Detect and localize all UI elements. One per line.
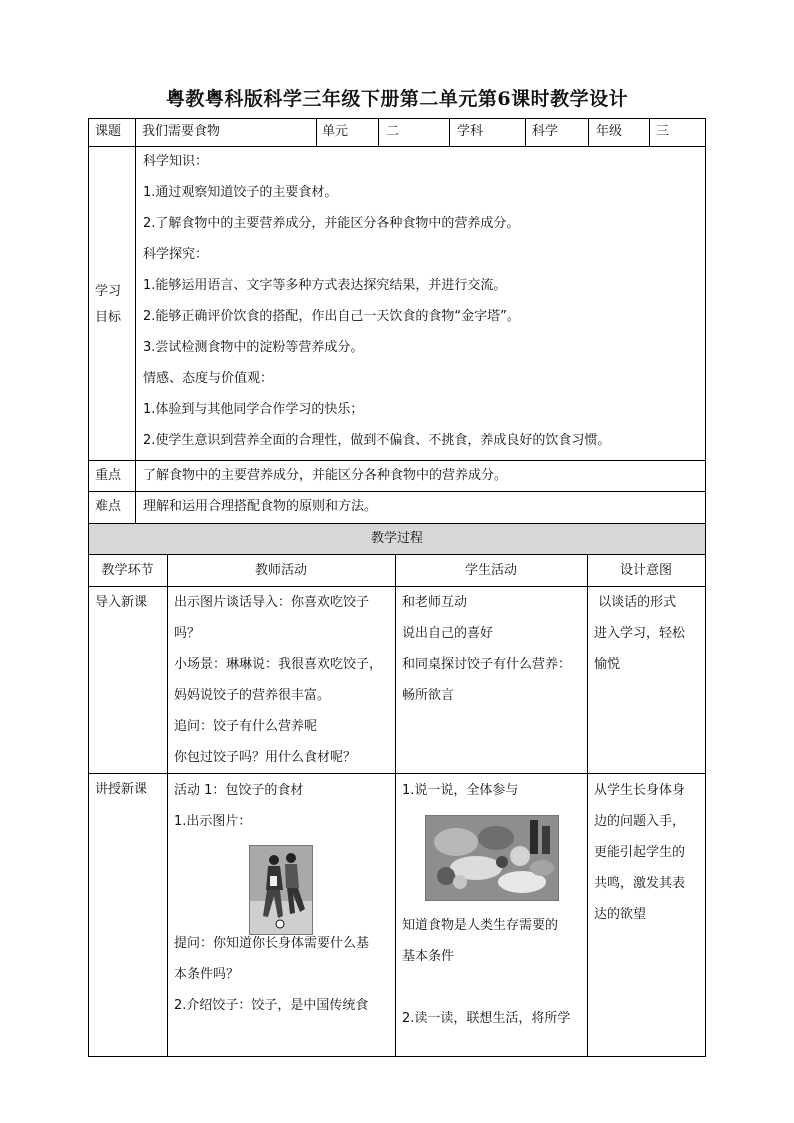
key-point-label: 重点 xyxy=(95,468,122,483)
process-header: 教学过程 xyxy=(370,531,423,546)
text-line: 达的欲望 xyxy=(594,907,647,922)
objective-line: 2.了解食物中的主要营养成分，并能区分各种食物中的营养成分。 xyxy=(143,216,520,231)
objective-line: 2.使学生意识到营养全面的合理性，做到不偏食、不挑食，养成良好的饮食习惯。 xyxy=(143,433,611,448)
objective-line: 科学知识： xyxy=(143,154,209,169)
intro-student-activity xyxy=(402,587,571,711)
objectives-label-line1: 学习 xyxy=(95,284,122,299)
lecture-stage: 讲授新课 xyxy=(95,782,148,797)
text-line: 畅所欲言 xyxy=(402,688,455,703)
lecture-design-intent xyxy=(594,775,685,930)
column-header-intent: 设计意图 xyxy=(619,563,672,578)
topic-label: 课题 xyxy=(95,124,122,139)
intro-design-intent xyxy=(594,587,685,680)
difficulty-text: 理解和运用合理搭配食物的原则和方法。 xyxy=(143,499,378,514)
text-line: 愉悦 xyxy=(594,657,621,672)
text-line: 小场景：琳琳说：我很喜欢吃饺子， xyxy=(174,657,383,672)
column-header-student: 学生活动 xyxy=(464,563,517,578)
subject-label: 学科 xyxy=(457,124,484,139)
lecture-student-activity-bottom xyxy=(402,910,570,1034)
objective-line: 1.通过观察知道饺子的主要食材。 xyxy=(143,185,338,200)
text-line: 追问：饺子有什么营养呢 xyxy=(174,719,318,734)
text-line: 共鸣，激发其表 xyxy=(594,876,686,891)
unit-label: 单元 xyxy=(322,124,349,139)
text-line: 以谈话的形式 xyxy=(594,595,677,610)
objective-line: 3.尝试检测食物中的淀粉等营养成分。 xyxy=(143,340,364,355)
text-line: 提问：你知道你长身体需要什么基 xyxy=(174,936,370,951)
text-line: 基本条件 xyxy=(402,949,455,964)
text-line: 知道食物是人类生存需要的 xyxy=(402,918,559,933)
lecture-student-activity-top xyxy=(402,775,518,806)
text-line: 边的问题入手， xyxy=(594,814,686,829)
text-line: 妈妈说饺子的营养很丰富。 xyxy=(174,688,331,703)
text-line: 更能引起学生的 xyxy=(594,845,686,860)
grade-label: 年级 xyxy=(596,124,623,139)
intro-teacher-activity xyxy=(174,587,382,773)
food-photo xyxy=(425,815,559,901)
objective-line: 1.体验到与其他同学合作学习的快乐； xyxy=(143,402,364,417)
objective-line: 2.能够正确评价饮食的搭配，作出自己一天饮食的食物“金字塔”。 xyxy=(143,309,520,324)
text-line: 进入学习，轻松 xyxy=(594,626,686,641)
text-line: 和老师互动 xyxy=(402,595,468,610)
text-line: 你包过饺子吗？用什么食材呢？ xyxy=(174,750,357,765)
text-line: 1.出示图片： xyxy=(174,814,252,829)
subject-value: 科学 xyxy=(532,124,559,139)
unit-value: 二 xyxy=(386,124,400,139)
text-line: 从学生长身体身 xyxy=(594,783,686,798)
objectives-list xyxy=(143,146,610,456)
text-line xyxy=(402,972,570,1003)
objectives-label-line2: 目标 xyxy=(95,310,122,325)
text-line: 本条件吗？ xyxy=(174,967,240,982)
objective-line: 情感、态度与价值观： xyxy=(143,371,274,386)
column-header-teacher: 教师活动 xyxy=(254,563,307,578)
text-line: 2.读一读，联想生活，将所学 xyxy=(402,1011,571,1026)
text-line: 和同桌探讨饺子有什么营养： xyxy=(402,657,572,672)
objective-line: 1.能够运用语言、文字等多种方式表达探究结果，并进行交流。 xyxy=(143,278,507,293)
grade-value: 三 xyxy=(656,124,670,139)
text-line: 1.说一说，全体参与 xyxy=(402,783,519,798)
topic-value: 我们需要食物 xyxy=(142,124,221,139)
soccer-players-photo xyxy=(249,845,313,935)
key-point-text: 了解食物中的主要营养成分，并能区分各种食物中的营养成分。 xyxy=(143,468,508,483)
text-line: 吗？ xyxy=(174,626,201,641)
difficulty-label: 难点 xyxy=(95,499,122,514)
lecture-teacher-activity-bottom xyxy=(174,928,369,1021)
text-line: 2.介绍饺子：饺子，是中国传统食 xyxy=(174,998,369,1013)
text-line: 出示图片谈话导入：你喜欢吃饺子 xyxy=(174,595,370,610)
intro-stage: 导入新课 xyxy=(95,595,148,610)
lecture-teacher-activity-top xyxy=(174,775,303,837)
text-line: 活动 1：包饺子的食材 xyxy=(174,783,304,798)
objective-line: 科学探究： xyxy=(143,247,209,262)
lesson-plan-table xyxy=(88,118,706,1056)
document-title: 粤教粤科版科学三年级下册第二单元第6课时教学设计 xyxy=(165,88,629,110)
column-header-stage: 教学环节 xyxy=(101,563,154,578)
text-line: 说出自己的喜好 xyxy=(402,626,494,641)
